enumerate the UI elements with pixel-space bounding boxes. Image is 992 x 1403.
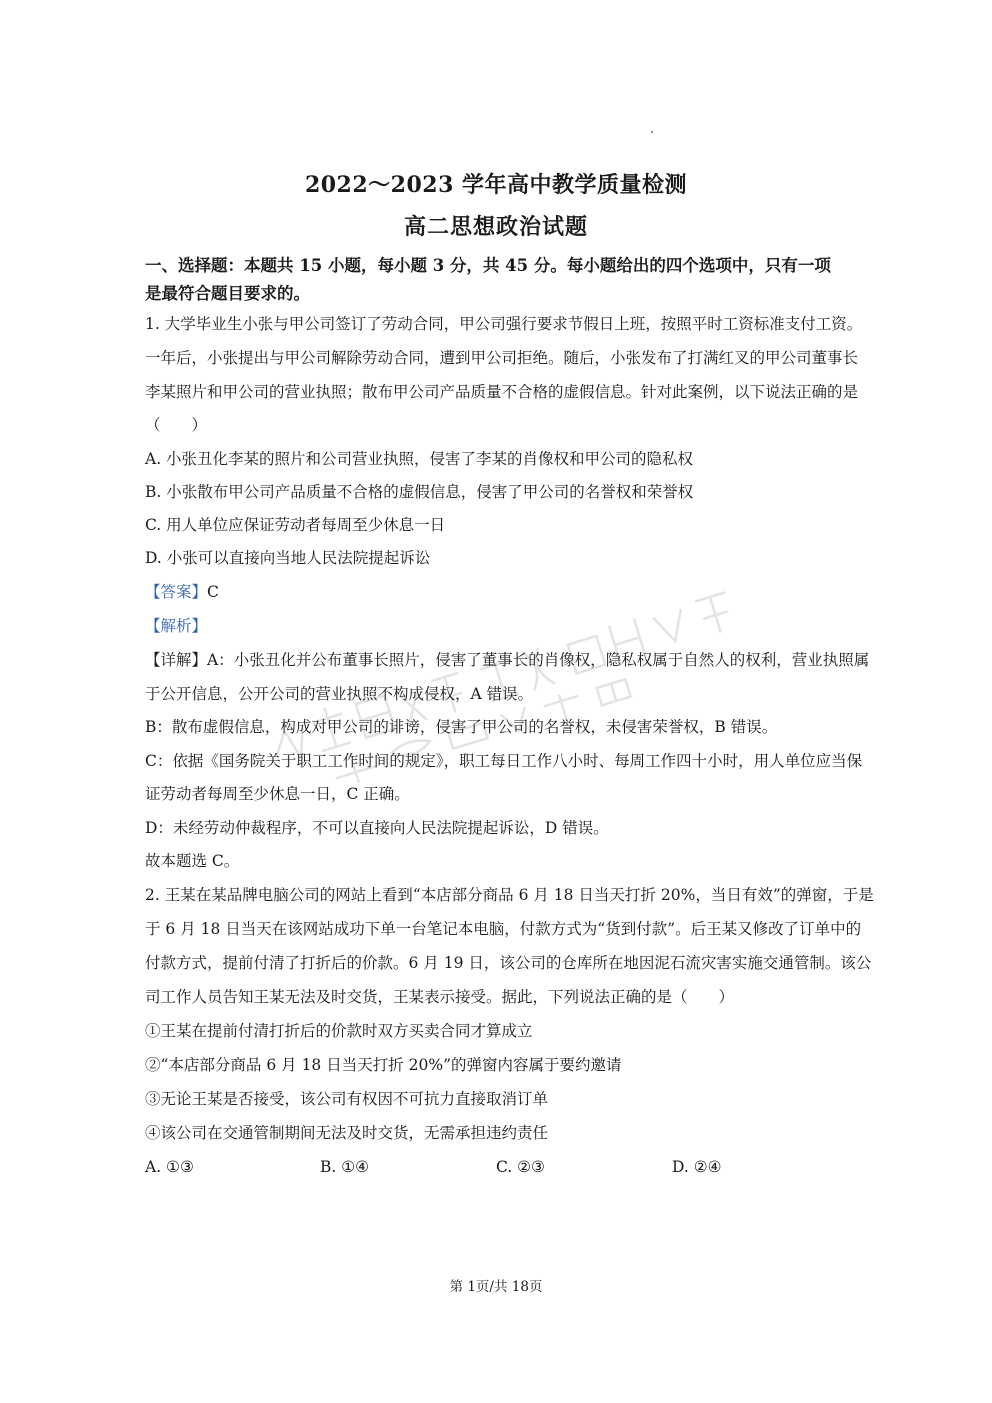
q1-option-a: A. 小张丑化李某的照片和公司营业执照，侵害了李某的肖像权和甲公司的隐私权: [145, 450, 694, 468]
section-heading-line1: 一、选择题：本题共 15 小题，每小题 3 分，共 45 分。每小题给出的四个选项中，只有一项: [145, 256, 831, 275]
q1-option-d: D. 小张可以直接向当地人民法院提起诉讼: [145, 549, 431, 567]
q2-choice-a: A. ①③: [145, 1158, 194, 1176]
q1-stem-line: （ ）: [145, 416, 208, 434]
q2-stem-line: 于 6 月 18 日当天在该网站成功下单一台笔记本电脑，付款方式为“货到付款”。后王某又修改了订单中的: [145, 920, 862, 938]
watermark-graphic: [250, 548, 782, 815]
q2-statement-4: ④该公司在交通管制期间无法及时交货，无需承担违约责任: [145, 1124, 549, 1142]
detail-label: 【详解】: [145, 651, 208, 669]
q2-choice-d: D. ②④: [672, 1158, 722, 1176]
answer-value: C: [207, 583, 219, 601]
q2-stem-line: 司工作人员告知王某无法及时交货，王某表示接受。据此，下列说法正确的是（ ）: [145, 988, 735, 1006]
q1-conclusion: 故本题选 C。: [145, 852, 240, 870]
q2-statement-1: ①王某在提前付清打折后的价款时双方买卖合同才算成立: [145, 1022, 533, 1040]
q2-choice-b: B. ①④: [320, 1158, 370, 1176]
q1-stem-line: 李某照片和甲公司的营业执照；散布甲公司产品质量不合格的虚假信息。针对此案例，以下说法正确的是: [145, 383, 859, 401]
q2-statement-2: ②“本店部分商品 6 月 18 日当天打折 20%”的弹窗内容属于要约邀请: [145, 1056, 622, 1074]
q2-statement-3: ③无论王某是否接受，该公司有权因不可抗力直接取消订单: [145, 1090, 549, 1108]
q1-answer: [145, 582, 219, 602]
q1-detail-line: [145, 650, 869, 670]
q2-stem-line: 2. 王某在某品牌电脑公司的网站上看到“本店部分商品 6 月 18 日当天打折 20%，当日有效”的弹窗，于是: [145, 886, 874, 904]
q1-stem-line: 1. 大学毕业生小张与甲公司签订了劳动合同，甲公司强行要求节假日上班，按照平时工资标准支付工资。: [145, 315, 863, 333]
exam-title: 2022～2023 学年高中教学质量检测: [304, 172, 688, 198]
q1-detail-line: 证劳动者每周至少休息一日，C 正确。: [145, 785, 410, 803]
watermark-strokes: [250, 548, 782, 815]
page-number: 第 1页/共 18页: [449, 1279, 543, 1295]
q1-detail-line: B：散布虚假信息，构成对甲公司的诽谤，侵害了甲公司的名誉权，未侵害荣誉权，B 错误。: [145, 718, 778, 736]
q1-analysis-label: 【解析】: [145, 617, 208, 635]
q1-stem-line: 一年后，小张提出与甲公司解除劳动合同，遭到甲公司拒绝。随后，小张发布了打满红叉的甲公司董事长: [145, 349, 859, 367]
q2-choice-c: C. ②③: [496, 1158, 545, 1176]
detail-text: A：小张丑化并公布董事长照片，侵害了董事长的肖像权，隐私权属于自然人的权利，营业执照属: [207, 651, 870, 669]
answer-label: 【答案】: [145, 583, 208, 601]
q1-detail-line: D：未经劳动仲裁程序，不可以直接向人民法院提起诉讼，D 错误。: [145, 819, 609, 837]
exam-subtitle: 高二思想政治试题: [403, 214, 588, 240]
section-heading-line2: 是最符合题目要求的。: [145, 284, 310, 303]
q1-option-b: B. 小张散布甲公司产品质量不合格的虚假信息，侵害了甲公司的名誉权和荣誉权: [145, 483, 694, 501]
speck-mark: [651, 131, 653, 133]
q1-detail-line: C：依据《国务院关于职工工作时间的规定》，职工每日工作八小时、每周工作四十小时，用人单位应当保: [145, 752, 863, 770]
q1-option-c: C. 用人单位应保证劳动者每周至少休息一日: [145, 516, 446, 534]
q2-stem-line: 付款方式，提前付清了打折后的价款。6 月 19 日，该公司的仓库所在地因泥石流灾害实施交通管制。该公: [145, 954, 872, 972]
q1-detail-line: 于公开信息，公开公司的营业执照不构成侵权，A 错误。: [145, 685, 534, 703]
